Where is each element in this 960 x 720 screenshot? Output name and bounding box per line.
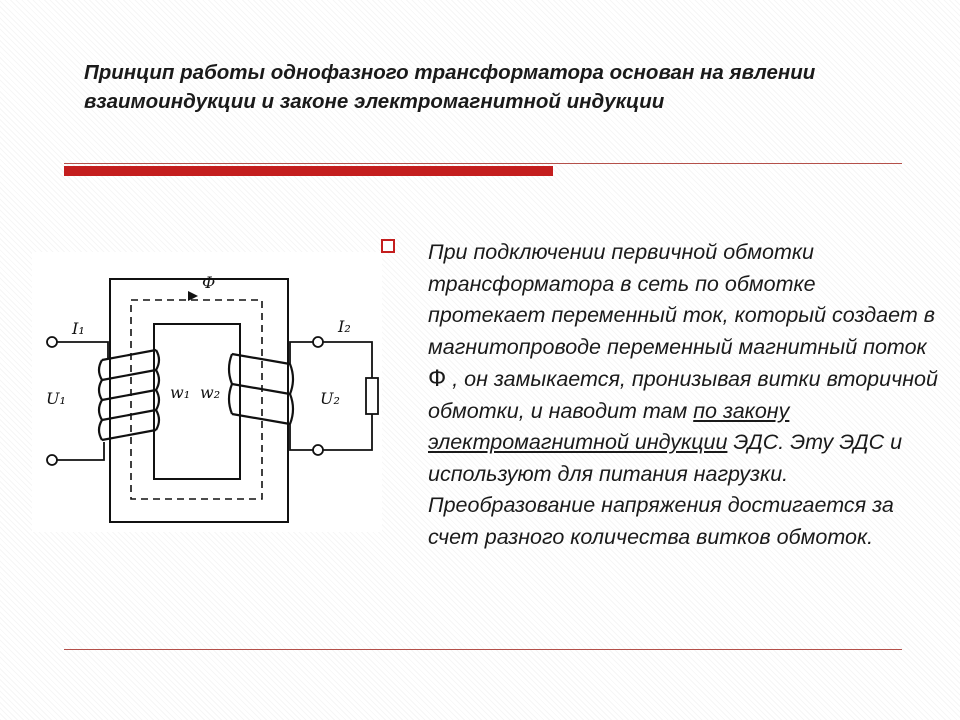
terminal-primary-bottom — [47, 455, 57, 465]
secondary-lead-bottom — [290, 414, 372, 450]
bullet-paragraph — [428, 237, 938, 553]
title-divider-line — [64, 163, 902, 164]
current-secondary-label: I₂ — [338, 317, 351, 336]
title-accent-bar — [64, 166, 553, 176]
flux-path — [131, 300, 262, 499]
secondary-winding — [229, 354, 293, 424]
induction-law-link[interactable]: по закону электромагнитной индукции — [428, 398, 790, 454]
load-resistor — [366, 378, 378, 414]
slide-title: Принцип работы однофазного трансформатора основан на явлении взаимоиндукции и законе электромагнитной индукции — [84, 61, 816, 113]
transformer-diagram — [32, 252, 382, 532]
voltage-primary-label: U₁ — [46, 389, 66, 408]
bullet-text-part1: При подключении первичной обмотки трансформатора в сеть по обмотке протекает переменный ток, который создает в магнитопроводе переменный магнитный поток — [428, 240, 935, 359]
winding-secondary-label: w₂ — [200, 383, 221, 402]
current-primary-label: I₁ — [72, 319, 85, 338]
bullet-square-icon — [381, 239, 395, 253]
flux-label: Ф — [202, 273, 216, 292]
flux-symbol: Ф — [428, 365, 447, 392]
terminal-secondary-top — [313, 337, 323, 347]
secondary-lead-top — [290, 342, 372, 378]
transformer-schematic-svg — [32, 252, 382, 532]
terminal-primary-top — [47, 337, 57, 347]
primary-lead-top — [56, 342, 108, 358]
core-window — [154, 324, 240, 479]
bullet-text-part2: , он замыкается, пронизывая витки вторичной обмотки, и наводит там — [428, 367, 938, 423]
primary-winding — [99, 350, 159, 440]
bullet-text-part3: ЭДС. Эту ЭДС и используют для питания нагрузки. Преобразование напряжения достигается за счет разного количества витков обмоток. — [428, 430, 903, 549]
winding-primary-label: w₁ — [170, 383, 191, 402]
terminal-secondary-bottom — [313, 445, 323, 455]
voltage-secondary-label: U₂ — [320, 389, 340, 408]
footer-divider-line — [64, 649, 902, 650]
primary-lead-bottom — [56, 442, 104, 460]
